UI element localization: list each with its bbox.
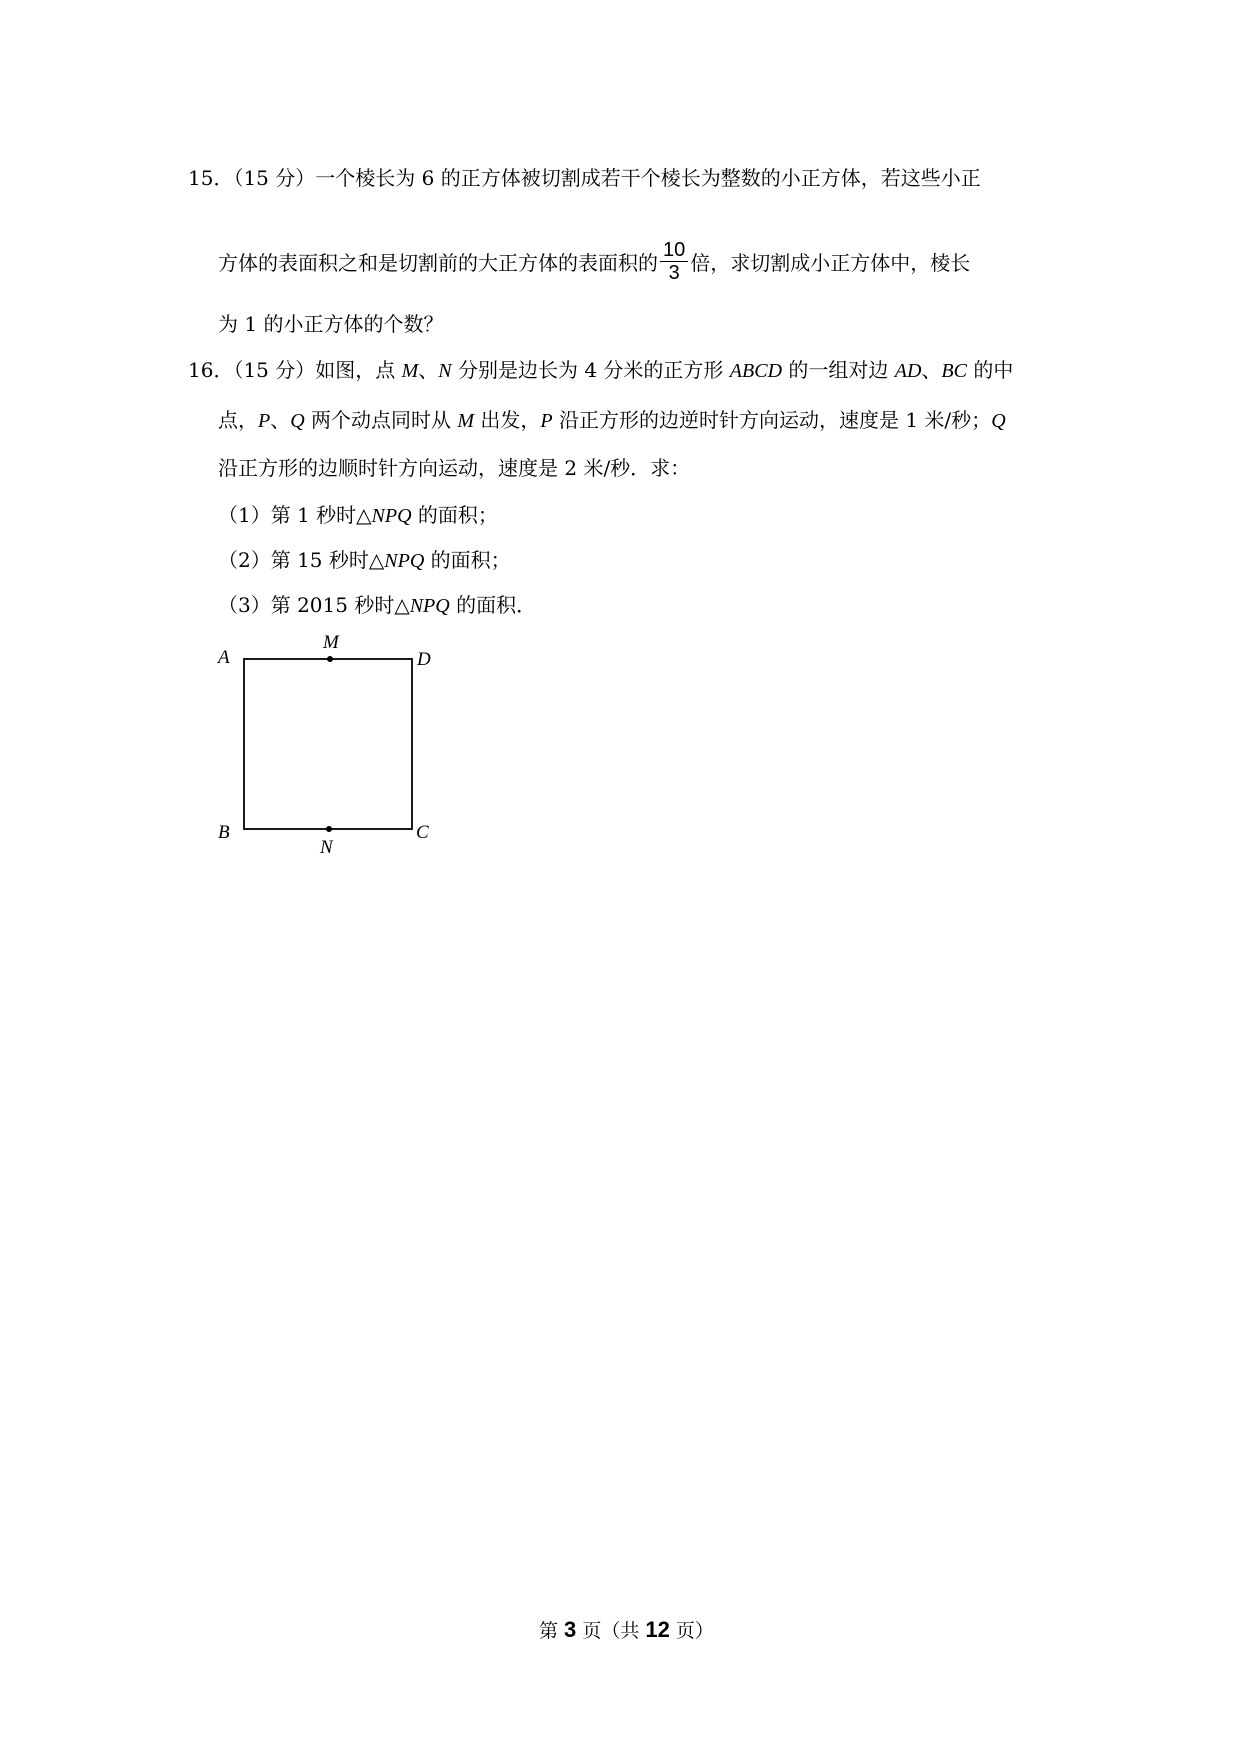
q16-text: 沿正方形的边顺时针方向运动，速度是 2 米/秒．求： [218, 456, 691, 480]
q15-text-line3: 为 1 的小正方体的个数？ [218, 312, 444, 336]
label-N: N [320, 837, 333, 858]
var-NPQ: NPQ [371, 505, 412, 527]
q16-line3 [218, 454, 690, 482]
q15-line3 [218, 310, 443, 338]
var-P: P [258, 410, 271, 432]
q16-line2 [218, 406, 1006, 435]
q16-text: 的中 [966, 358, 1014, 382]
var-Q: Q [290, 410, 305, 432]
sub-question-3: （3）第 2015 秒时△ [218, 593, 410, 617]
q15-line1 [188, 164, 981, 192]
q15-line2 [218, 233, 970, 289]
q16-line1 [188, 356, 1013, 385]
fraction-denominator: 3 [668, 261, 680, 284]
var-N: N [438, 360, 452, 382]
q16-text: 出发， [474, 408, 541, 432]
sub-question-3-end: 的面积． [449, 593, 537, 617]
q16-text: 两个动点同时从 [304, 408, 458, 432]
q15-number: 15． [188, 166, 234, 190]
fraction-numerator: 10 [660, 239, 688, 262]
q16-text: 点， [218, 408, 258, 432]
separator: 、 [270, 408, 291, 432]
var-M: M [401, 360, 419, 382]
var-BC: BC [941, 360, 967, 382]
square-figure [210, 625, 450, 860]
var-P: P [540, 410, 553, 432]
var-NPQ: NPQ [409, 595, 450, 617]
page-number: 3 [564, 1617, 577, 1642]
page-total: 12 [645, 1617, 670, 1642]
square-ABCD [244, 659, 412, 829]
q16-text: 沿正方形的边逆时针方向运动，速度是 1 米/秒； [552, 408, 992, 432]
sub-question-1-end: 的面积； [411, 503, 498, 527]
q16-text: 的一组对边 [782, 358, 895, 382]
label-B: B [218, 822, 230, 843]
label-A: A [218, 647, 230, 668]
q16-number: 16． [188, 358, 234, 382]
fraction [660, 239, 688, 284]
var-AD: AD [894, 360, 922, 382]
page-footer [539, 1616, 714, 1643]
var-ABCD: ABCD [729, 360, 783, 382]
point-N [326, 826, 332, 832]
sub-question-2: （2）第 15 秒时△ [218, 548, 385, 572]
q15-text-line2-post: 倍，求切割成小正方体中，棱长 [690, 250, 971, 275]
footer-text: 页（共 [576, 1620, 646, 1642]
sub-question-1: （1）第 1 秒时△ [218, 503, 372, 527]
q16-sub2 [218, 546, 511, 575]
q16-text: 分别是边长为 4 分米的正方形 [451, 358, 730, 382]
separator: 、 [921, 358, 942, 382]
q15-score: （15 分） [233, 166, 316, 190]
sub-question-2-end: 的面积； [424, 548, 511, 572]
q16-score: （15 分） [233, 358, 316, 382]
q15-text-line2-pre: 方体的表面积之和是切割前的大正方体的表面积的 [218, 250, 658, 275]
q16-sub1 [218, 501, 498, 530]
point-M [327, 656, 333, 662]
separator: 、 [418, 358, 439, 382]
var-M: M [457, 410, 475, 432]
q16-sub3 [218, 591, 536, 620]
label-C: C [416, 822, 429, 843]
label-M: M [323, 632, 339, 653]
q16-text: 如图，点 [315, 358, 402, 382]
var-NPQ: NPQ [384, 550, 425, 572]
footer-text: 第 [539, 1620, 565, 1642]
q15-text-line1: 一个棱长为 6 的正方体被切割成若干个棱长为整数的小正方体，若这些小正 [315, 166, 981, 190]
footer-text: 页） [669, 1620, 714, 1642]
label-D: D [417, 649, 431, 670]
var-Q: Q [991, 410, 1006, 432]
